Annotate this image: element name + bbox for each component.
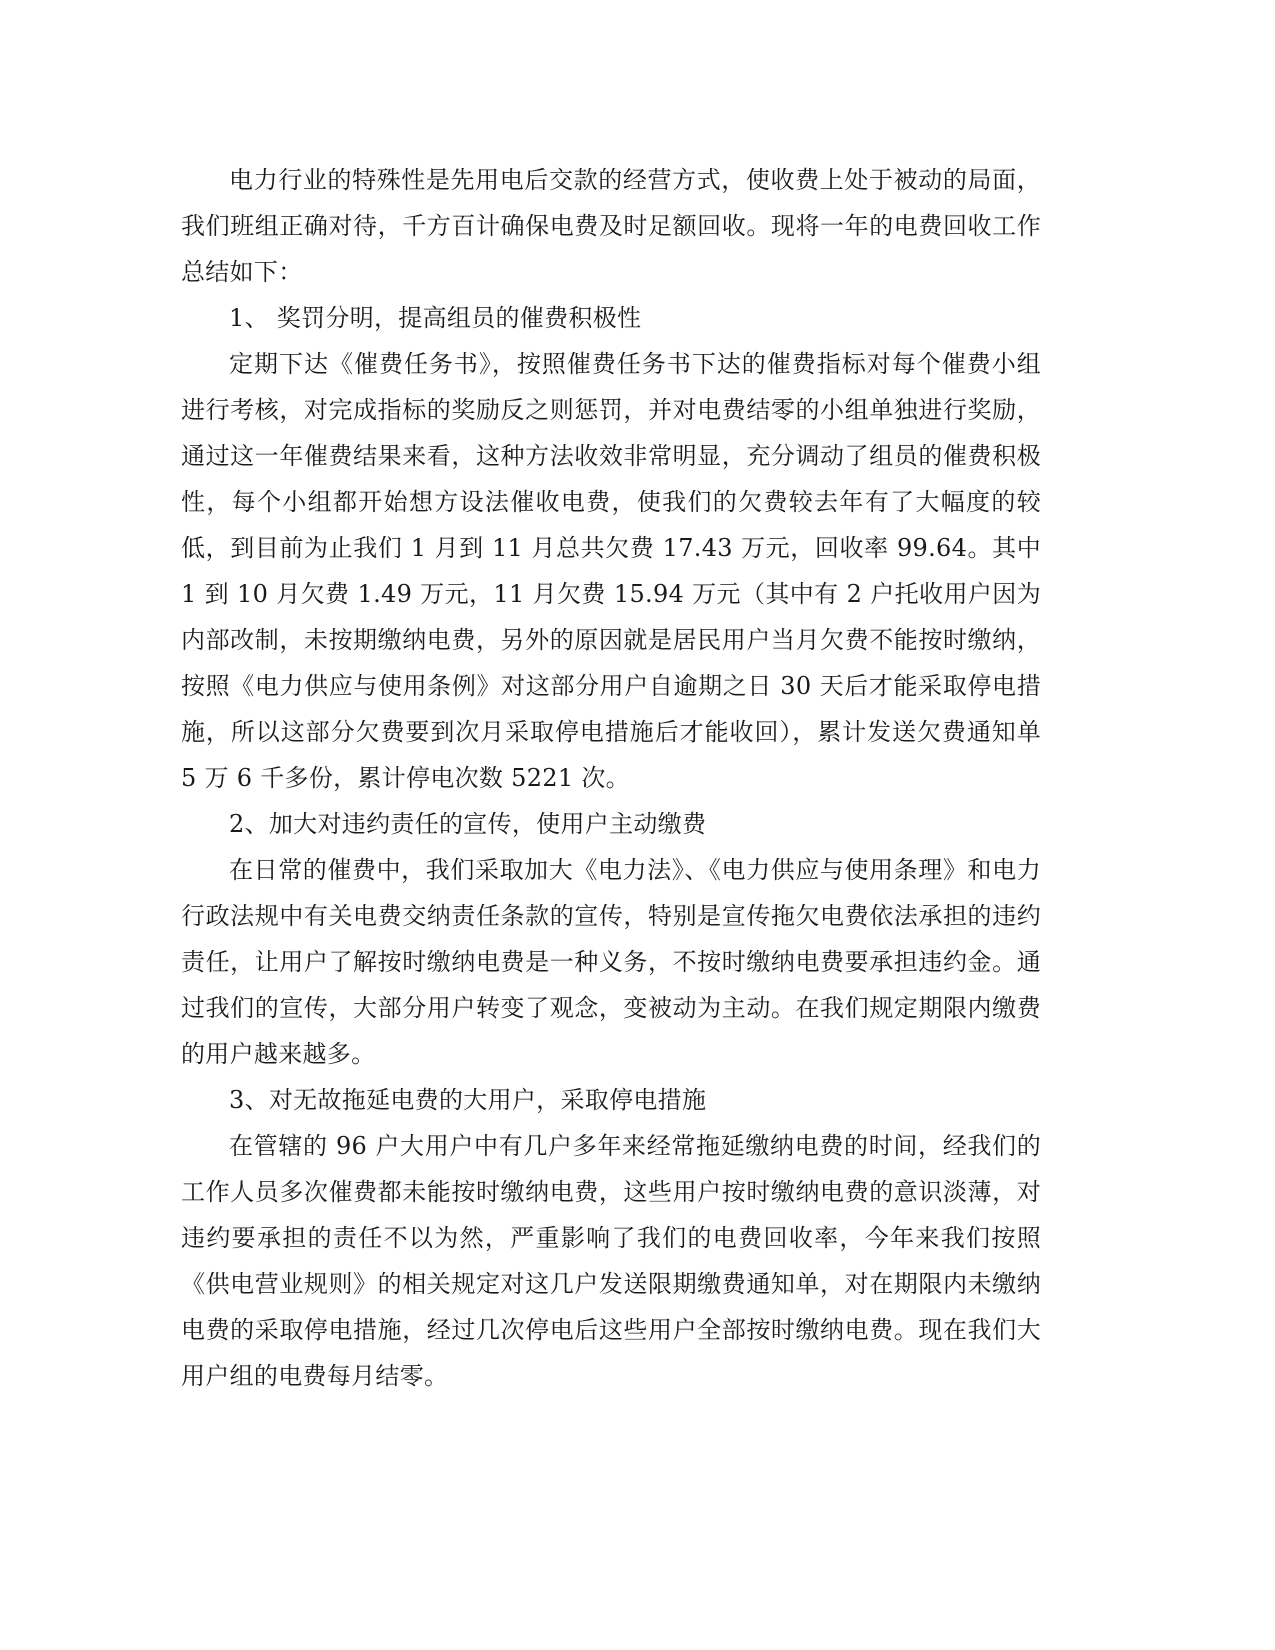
section-paragraph-3: 在管辖的 96 户大用户中有几户多年来经常拖延缴纳电费的时间，经我们的工作人员多次催费都未能按时缴纳电费，这些用户按时缴纳电费的意识淡薄，对违约要承担的责任不以为然，严重影响了我们的电费回收率，今年来我们按照《供电营业规则》的相关规定对这几户发送限期缴费通知单，对在期限内未缴纳电费的采取停电措施，经过几次停电后这些用户全部按时缴纳电费。现在我们大用户组的电费每月结零。 xyxy=(181,1132,1041,1390)
section-heading-1: 1、 奖罚分明，提高组员的催费积极性 xyxy=(229,304,642,332)
section-paragraph-2: 在日常的催费中，我们采取加大《电力法》、《电力供应与使用条理》和电力行政法规中有关电费交纳责任条款的宣传，特别是宣传拖欠电费依法承担的违约责任，让用户了解按时缴纳电费是一种义务，不按时缴纳电费要承担违约金。通过我们的宣传，大部分用户转变了观念，变被动为主动。在我们规定期限内缴费的用户越来越多。 xyxy=(181,856,1041,1068)
document-body xyxy=(181,157,1041,1399)
section-paragraph-1: 定期下达《催费任务书》，按照催费任务书下达的催费指标对每个催费小组进行考核，对完成指标的奖励反之则惩罚，并对电费结零的小组单独进行奖励，通过这一年催费结果来看，这种方法收效非常明显，充分调动了组员的催费积极性，每个小组都开始想方设法催收电费，使我们的欠费较去年有了大幅度的较低，到目前为止我们 1 月到 11 月总共欠费 17.43 万元，回收率 99.64。其中 1 到 10 月欠费 1.49 万元，11 月欠费 15.94 万元（其中有 2 户托收用户因为内部改制，未按期缴纳电费，另外的原因就是居民用户当月欠费不能按时缴纳，按照《电力供应与使用条例》对这部分用户自逾期之日 30 天后才能采取停电措施，所以这部分欠费要到次月采取停电措施后才能收回），累计发送欠费通知单 5 万 6 千多份，累计停电次数 5221 次。 xyxy=(181,350,1041,792)
section-heading-2: 2、加大对违约责任的宣传，使用户主动缴费 xyxy=(229,810,707,838)
section-heading-3: 3、对无故拖延电费的大用户，采取停电措施 xyxy=(229,1086,707,1114)
intro-paragraph: 电力行业的特殊性是先用电后交款的经营方式，使收费上处于被动的局面，我们班组正确对待，千方百计确保电费及时足额回收。现将一年的电费回收工作总结如下： xyxy=(181,166,1041,286)
